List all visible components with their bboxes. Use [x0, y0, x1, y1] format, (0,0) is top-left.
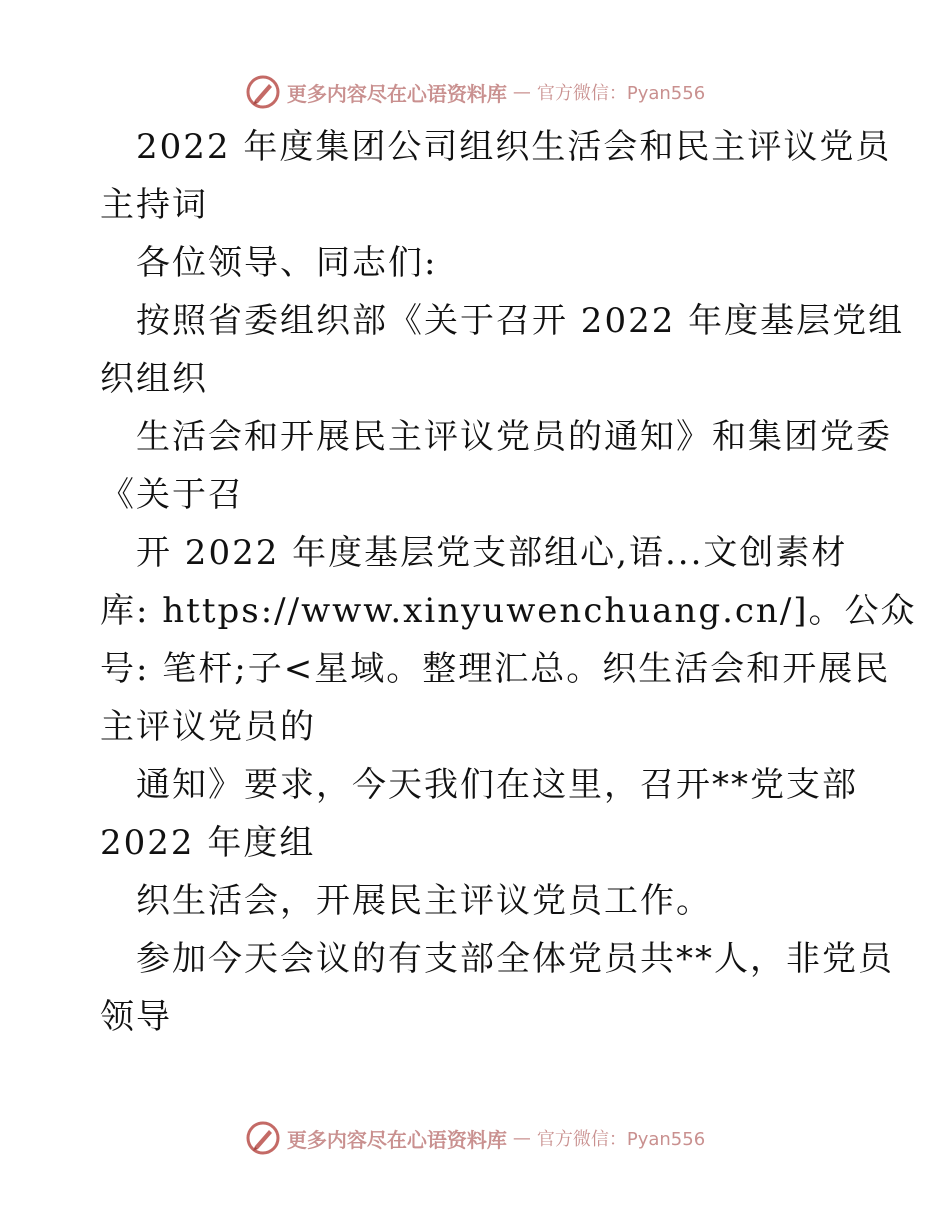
header-watermark [0, 72, 950, 112]
text-line: 主评议党员的 [100, 707, 316, 747]
text-line: 《关于召 [100, 475, 244, 515]
text-line: 通知》要求，今天我们在这里，召开**党支部 [136, 765, 858, 805]
footer-watermark [0, 1118, 950, 1158]
text-line: 2022 年度集团公司组织生活会和民主评议党员 [136, 127, 892, 167]
watermark-separator: — [512, 1127, 531, 1149]
text-line: 按照省委组织部《关于召开 2022 年度基层党组 [136, 301, 905, 341]
text-line: 织组织 [100, 359, 208, 399]
watermark-text: 更多内容尽在心语资料库 [286, 1127, 507, 1152]
pen-logo-icon [245, 1120, 281, 1156]
text-line: 生活会和开展民主评议党员的通知》和集团党委 [136, 417, 892, 457]
text-line: 2022 年度组 [100, 823, 316, 863]
text-line: 领导 [100, 997, 172, 1037]
pen-logo-icon [245, 74, 281, 110]
text-line: 织生活会，开展民主评议党员工作。 [136, 881, 712, 921]
watermark-text: 更多内容尽在心语资料库 [286, 81, 507, 106]
text-line: 参加今天会议的有支部全体党员共**人，非党员 [136, 939, 894, 979]
watermark-contact: 官方微信：Pyan556 [536, 83, 706, 104]
text-line: 号: 笔杆;子<星域。整理汇总。织生活会和开展民 [100, 649, 891, 689]
text-line: 各位领导、同志们: [136, 243, 438, 283]
text-line: 开 2022 年度基层党支部组心,语...文创素材 [136, 533, 848, 573]
text-line: 库: https://www.xinyuwenchuang.cn/]。公众 [100, 591, 917, 631]
watermark-separator: — [512, 81, 531, 103]
text-line: 主持词 [100, 185, 208, 225]
document-body [100, 118, 917, 1046]
watermark-contact: 官方微信：Pyan556 [536, 1129, 706, 1150]
